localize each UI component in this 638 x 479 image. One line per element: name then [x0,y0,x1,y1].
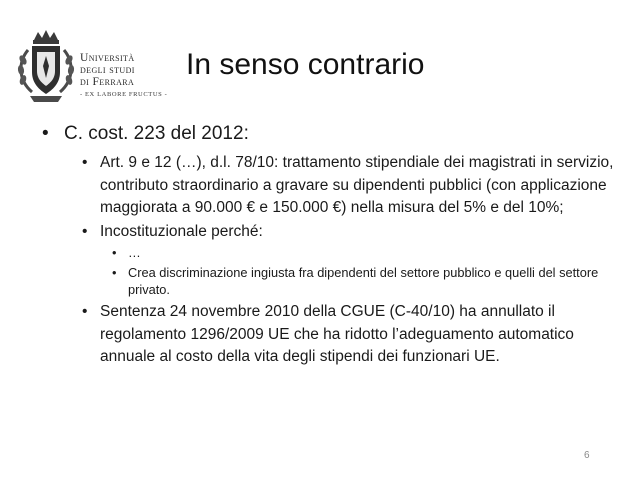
bullet-text: Art. 9 e 12 (…), d.l. 78/10: trattamento stipendiale dei magistrati in servizio, contributo straordinario a gravare su dipendenti pubblici (con applicazione maggiorata a 90.000 € e 150.000 €) nella misura del 5% e del 10%; [100,154,614,216]
university-name-line-3: di Ferrara [80,76,135,88]
bullet-item [34,122,614,146]
crest-icon [14,28,78,106]
bullet-item [34,264,614,298]
bullet-icon: • [42,123,49,144]
bullet-icon: • [112,265,117,280]
bullet-text: Incostituzionale perché: [100,222,263,240]
university-name-line-1: Università [80,52,135,64]
slide-title: In senso contrario [186,48,425,81]
university-motto: - EX LABORE FRUCTUS - [80,91,168,98]
bullet-item [34,221,614,244]
bullet-item [34,301,614,369]
university-name-line-2: degli studi [80,64,135,76]
bullet-icon: • [82,303,88,320]
bullet-item [34,152,614,220]
bullet-icon: • [82,222,88,240]
bullet-text: Sentenza 24 novembre 2010 della CGUE (C-40/10) ha annullato il regolamento 1296/2009 UE che ha ridotto l’adeguamento automatico annuale al costo della vita degli stipendi dei funzionari UE. [100,303,574,365]
university-logo [14,28,168,108]
page-number: 6 [584,450,590,461]
bullet-text: C. cost. 223 del 2012: [64,123,249,144]
bullet-icon: • [112,245,117,260]
slide-body [34,122,614,370]
university-name [80,52,166,98]
bullet-text: Crea discriminazione ingiusta fra dipendenti del settore pubblico e quelli del settore privato. [128,265,599,297]
bullet-icon: • [82,154,88,171]
bullet-item [34,244,614,261]
bullet-text: … [128,245,141,260]
